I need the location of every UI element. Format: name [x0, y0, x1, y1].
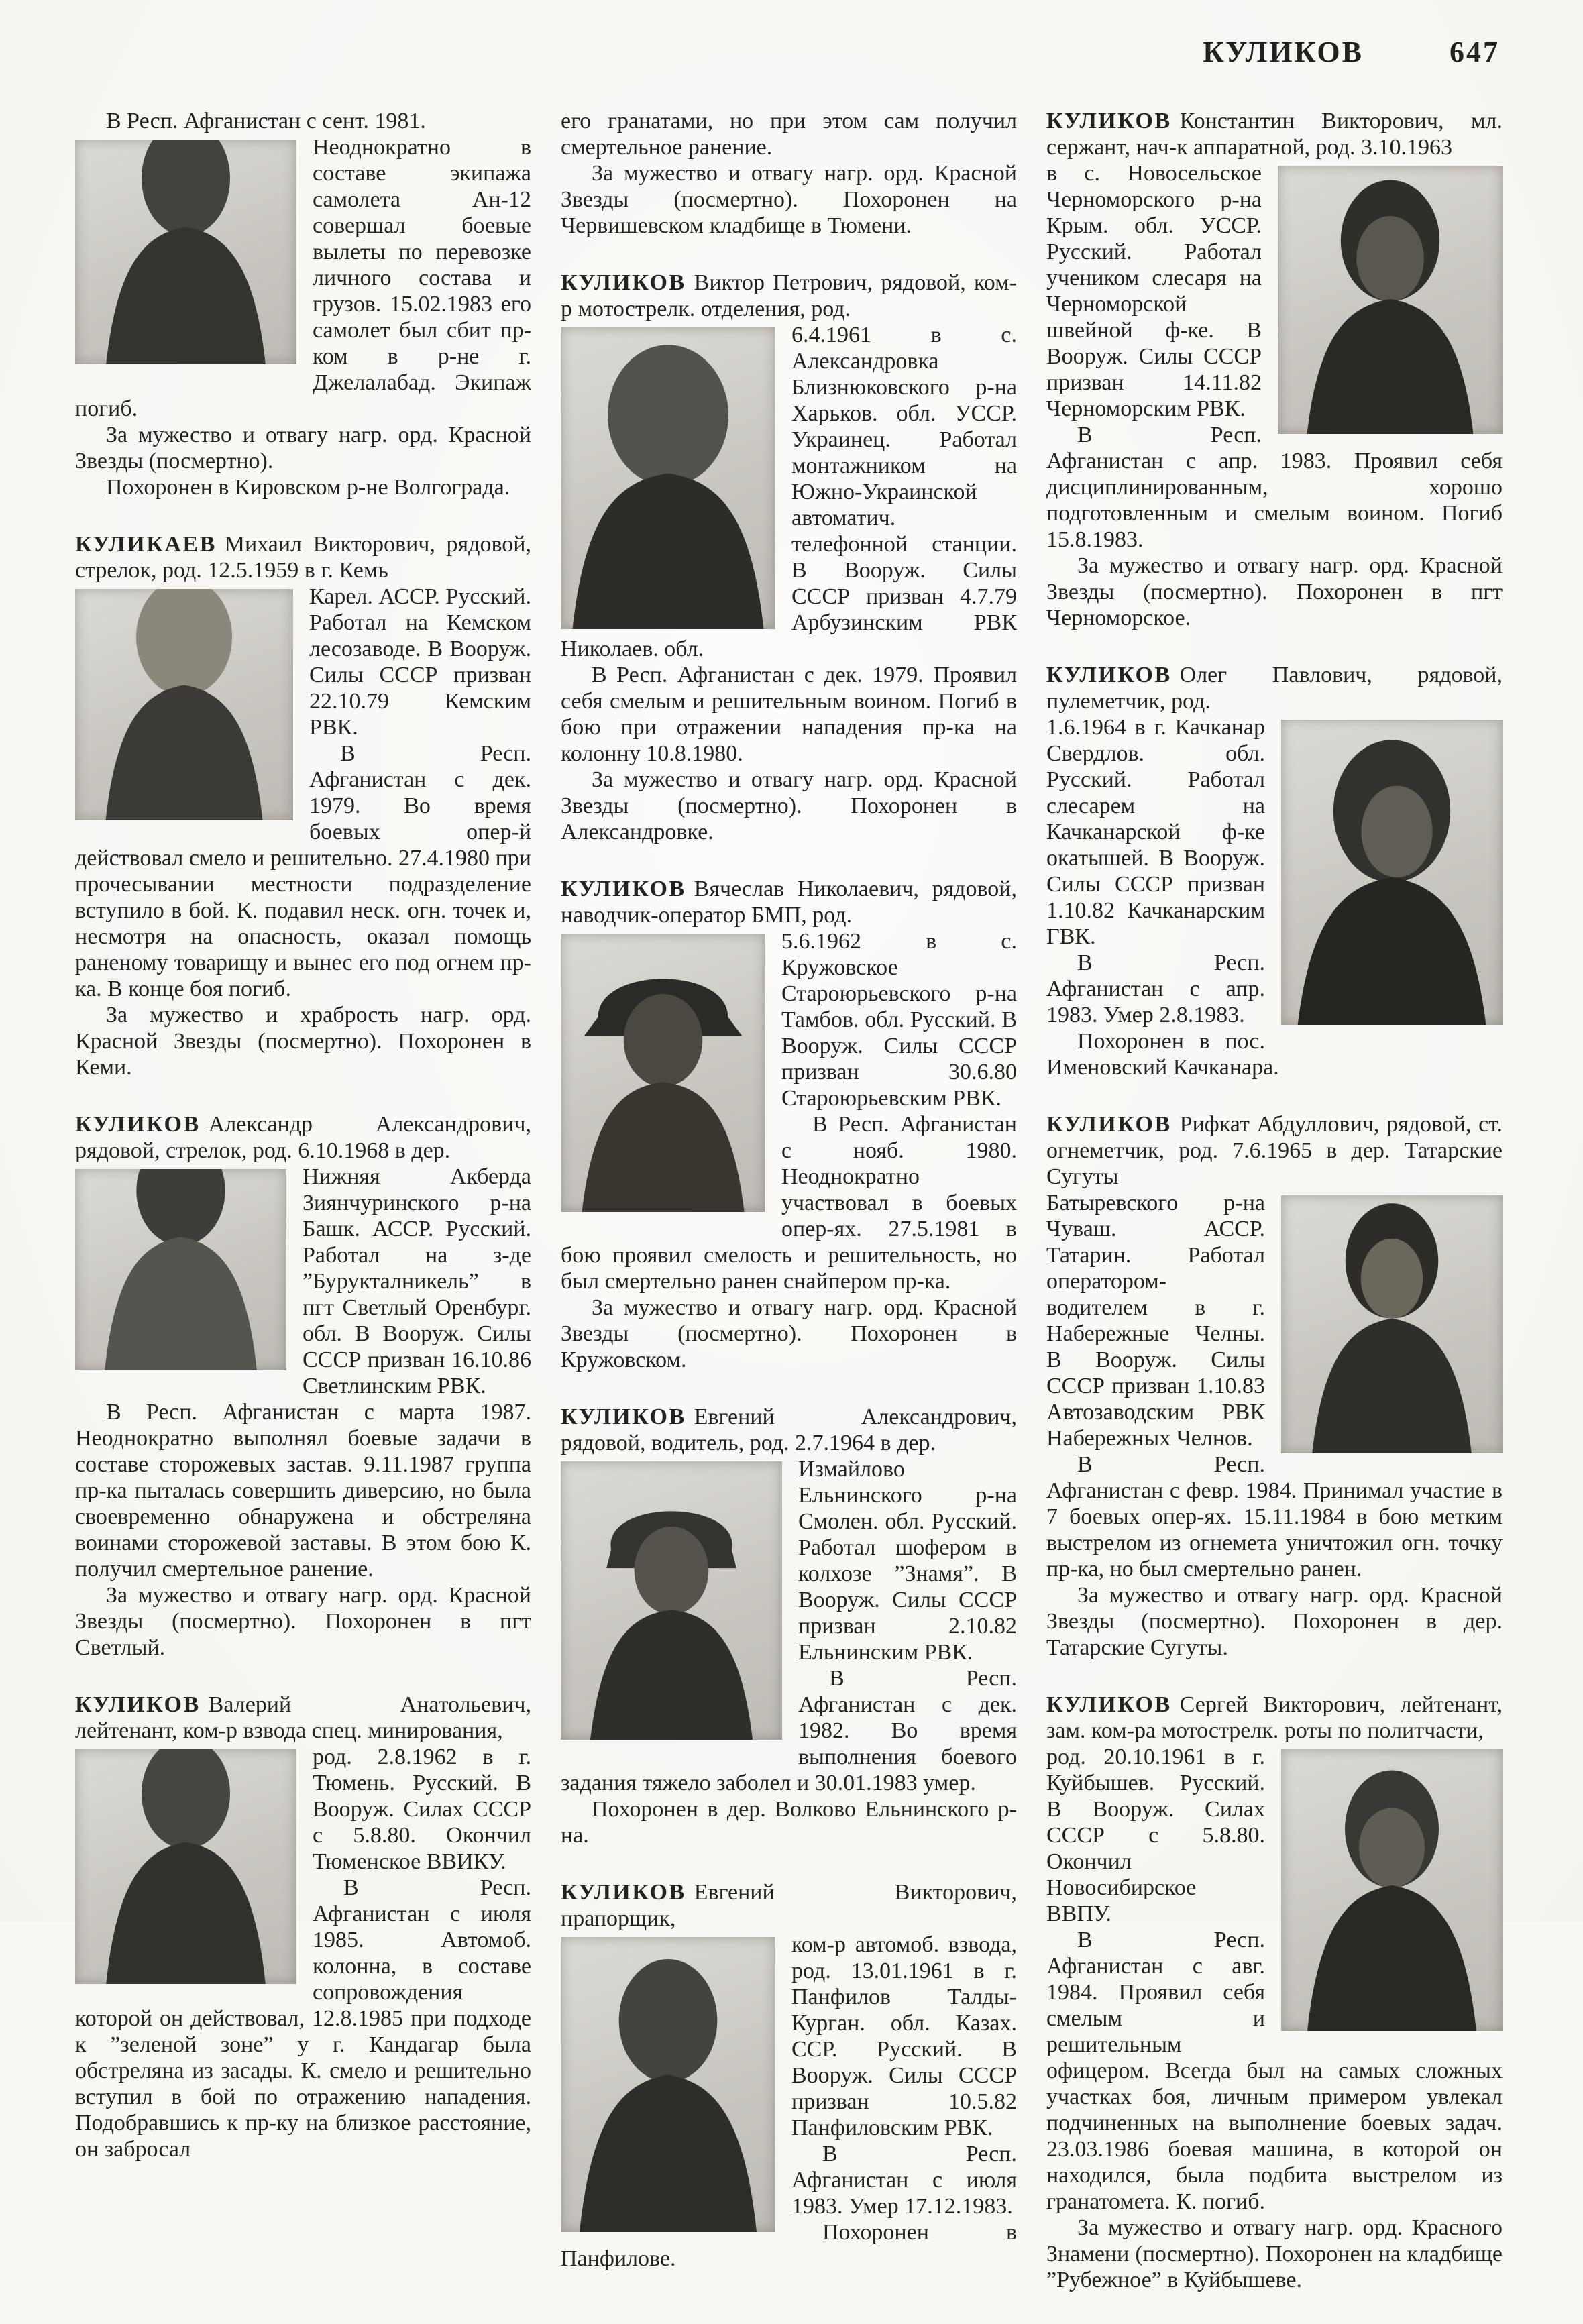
- memorial-entry: [561, 1404, 1017, 1848]
- portrait-photo: [75, 1169, 286, 1370]
- entry-lead: [75, 1692, 531, 1744]
- person-silhouette-icon: [75, 1749, 296, 1984]
- entry-paragraph: В Респ. Афганистан с дек. 1979. Проявил себя смелым и решительным воином. Погиб в бою при отражении нападения пр-ка на колонну 10.8.1980.: [561, 663, 1017, 766]
- memorial-entry: [75, 108, 531, 500]
- portrait-photo: [75, 1749, 296, 1984]
- entry-paragraph: Измайлово Ельнинского р-на Смолен. обл. Русский. Работал шофером в колхозе ”Знамя”. В Вооруж. Силы СССР призван 2.10.82 Ельнинским РВК.: [798, 1457, 1017, 1665]
- person-silhouette-icon: [75, 1169, 286, 1370]
- entry-lead-text: Александр Александрович, рядовой, стрелок, род. 6.10.1968 в дер.: [75, 1112, 531, 1163]
- person-silhouette-icon: [561, 327, 775, 629]
- person-silhouette-icon: [1281, 720, 1503, 1025]
- entry-surname: КУЛИКОВ: [561, 877, 686, 901]
- page-number: 647: [1450, 36, 1500, 68]
- entry-paragraph: Неоднократно в составе экипажа самолета Ан-12 совершал боевые вылеты по перевозке личного состава и грузов. 15.02.1983 его самолет был сбит пр-ком в р-не г. Джелалабад. Экипаж погиб.: [75, 135, 531, 421]
- entry-surname: КУЛИКОВ: [1046, 1112, 1172, 1137]
- entry-lead: [561, 1404, 1017, 1456]
- memorial-entry: [1046, 662, 1503, 1081]
- entry-paragraph: В Респ. Афганистан с дек. 1979. Во время боевых опер-й действовал смело и решительно. 27.4.1980 при прочесывании местности подразделение вступило в бой. К. подавил неск. огн. точек и, несмотря на опасность, оказал помощь раненому товарищу и вынес его под огнем пр-ка. В конце боя погиб.: [75, 741, 531, 1001]
- entry-surname: КУЛИКОВ: [1046, 663, 1172, 687]
- entry-paragraph: Карел. АССР. Русский. Работал на Кемском лесозаводе. В Вооруж. Силы СССР призван 22.10.79 Кемским РВК.: [309, 584, 531, 740]
- entry-paragraph: В Респ. Афганистан с июля 1985. Автомоб. колонна, в составе сопровождения которой он действовал, 12.8.1985 при подходе к ”зеленой зоне” у г. Кандагар была обстреляна из засады. К. смело и решительно вступил в бой по отражению нападения. Подобравшись к пр-ку на близкое расстояние, он забросал: [75, 1875, 531, 2162]
- memorial-entry: [75, 1692, 531, 2162]
- entry-lead: [561, 270, 1017, 322]
- entry-surname: КУЛИКОВ: [1046, 109, 1172, 133]
- memorial-entry: [561, 270, 1017, 845]
- entry-paragraph: Нижняя Акберда Зиянчуринского р-на Башк. АССР. Русский. Работал на з-де ”Бурукталникель” в пгт Светлый Оренбург. обл. В Вооруж. Силы СССР призван 16.10.86 Светлинским РВК.: [303, 1164, 531, 1398]
- entry-lead: [1046, 108, 1503, 160]
- memorial-entry: [561, 108, 1017, 239]
- entry-lead-text: Рифкат Абдуллович, рядовой, ст. огнеметчик, род. 7.6.1965 в дер. Татарские Сугуты: [1046, 1112, 1503, 1189]
- entry-lead-text: Сергей Викторович, лейтенант, зам. ком-ра мотострелк. роты по политчасти,: [1046, 1692, 1503, 1743]
- entry-paragraph: 1.6.1964 в г. Качканар Свердлов. обл. Русский. Работал слесарем на Качканарской ф-ке окатышей. В Вооруж. Силы СССР призван 1.10.82 Качканарским ГВК.: [1046, 715, 1265, 949]
- entry-lead: [1046, 1111, 1503, 1190]
- entry-lead-text: Виктор Петрович, рядовой, ком-р мотострелк. отделения, род.: [561, 270, 1017, 321]
- entry-paragraph: в с. Новосельское Черноморского р-на Крым. обл. УССР. Русский. Работал учеником слесаря на Черноморской швейной ф-ке. В Вооруж. Силы СССР призван 14.11.82 Черноморским РВК.: [1046, 161, 1262, 421]
- memorial-entry: [1046, 1692, 1503, 2293]
- portrait-photo: [1281, 1749, 1503, 2031]
- entry-paragraph: За мужество и храбрость нагр. орд. Красной Звезды (посмертно). Похоронен в Кеми.: [75, 1003, 531, 1080]
- memorial-entry: [1046, 1111, 1503, 1661]
- entry-lead: [1046, 1692, 1503, 1744]
- entry-paragraph: В Респ. Афганистан с февр. 1984. Принимал участие в 7 боевых опер-ях. 15.11.1984 в бою метким выстрелом из огнемета уничтожил огн. точку пр-ка, но был смертельно ранен.: [1046, 1452, 1503, 1582]
- portrait-photo: [1278, 166, 1503, 434]
- entry-paragraph: В Респ. Афганистан с дек. 1982. Во время выполнения боевого задания тяжело заболел и 30.01.1983 умер.: [561, 1666, 1017, 1795]
- portrait-photo: [561, 1937, 775, 2232]
- column-1: [75, 108, 531, 2324]
- entry-paragraph: В Респ. Афганистан с марта 1987. Неоднократно выполнял боевые задачи в составе сторожевых застав. 9.11.1987 группа пр-ка пыталась совершить диверсию, но была своевременно обнаружена и обстреляна воинами сторожевой заставы. В этом бою К. получил смертельное ранение.: [75, 1400, 531, 1582]
- person-silhouette-icon: [1281, 1749, 1503, 2031]
- entry-lead: [561, 876, 1017, 928]
- entry-paragraph: род. 2.8.1962 в г. Тюмень. Русский. В Вооруж. Силах СССР с 5.8.80. Окончил Тюменское ВВИКУ.: [313, 1745, 531, 1874]
- portrait-photo: [1281, 720, 1503, 1025]
- entry-paragraph: В Респ. Афганистан с апр. 1983. Проявил себя дисциплинированным, хорошо подготовленным и смелым воином. Погиб 15.8.1983.: [1046, 423, 1503, 552]
- entry-lead-text: Михаил Викторович, рядовой, стрелок, род. 12.5.1959 в г. Кемь: [75, 532, 531, 583]
- entry-surname: КУЛИКОВ: [561, 1880, 686, 1905]
- entry-paragraph: В Респ. Афганистан с авг. 1984. Проявил себя смелым и решительным офицером. Всегда был на самых сложных участках боя, личным примером увлекал подчиненных на выполнение боевых задач. 23.03.1986 боевая машина, в которой он находился, была подбита выстрелом из гранатомета. К. погиб.: [1046, 1928, 1503, 2214]
- entry-surname: КУЛИКОВ: [75, 1692, 201, 1717]
- portrait-photo: [561, 934, 765, 1212]
- portrait-photo: [1281, 1195, 1503, 1453]
- person-silhouette-icon: [1281, 1195, 1503, 1453]
- running-head: КУЛИКОВ: [1203, 36, 1364, 68]
- entry-lead: [561, 1879, 1017, 1932]
- portrait-photo: [75, 140, 296, 364]
- entry-paragraph: Похоронен в Кировском р-не Волгограда.: [106, 475, 510, 500]
- page-header: [75, 35, 1504, 69]
- entry-lead-text: Константин Викторович, мл. сержант, нач-к аппаратной, род. 3.10.1963: [1046, 109, 1503, 160]
- person-silhouette-icon: [561, 934, 765, 1212]
- entry-paragraph: 5.6.1962 в с. Кружовское Староюрьевского р-на Тамбов. обл. Русский. В Вооруж. Силы СССР призван 30.6.80 Староюрьевским РВК.: [781, 929, 1017, 1111]
- text-columns: [75, 108, 1504, 2324]
- entry-lead-text: Валерий Анатольевич, лейтенант, ком-р взвода спец. минирования,: [75, 1692, 531, 1743]
- entry-surname: КУЛИКОВ: [561, 1404, 686, 1429]
- person-silhouette-icon: [1278, 166, 1503, 434]
- column-2: [561, 108, 1017, 2324]
- entry-lead: [75, 531, 531, 584]
- entry-lead-text: Олег Павлович, рядовой, пулеметчик, род.: [1046, 663, 1503, 714]
- entry-paragraph: За мужество и отвагу нагр. орд. Красной Звезды (посмертно). Похоронен в Александровке.: [561, 767, 1017, 844]
- entry-lead: [1046, 662, 1503, 714]
- entry-paragraph: род. 20.10.1961 в г. Куйбышев. Русский. В Вооруж. Силах СССР с 5.8.80. Окончил Новосибирское ВВПУ.: [1046, 1745, 1265, 1926]
- person-silhouette-icon: [75, 140, 296, 364]
- entry-surname: КУЛИКОВ: [75, 1112, 201, 1137]
- entry-paragraph: За мужество и отвагу нагр. орд. Красной Звезды (посмертно). Похоронен в пгт Черноморское.: [1046, 553, 1503, 630]
- entry-lead: [75, 1111, 531, 1164]
- portrait-photo: [561, 1461, 782, 1740]
- entry-lead-text: Евгений Александрович, рядовой, водитель, род. 2.7.1964 в дер.: [561, 1404, 1017, 1455]
- memorial-entry: [561, 1879, 1017, 2272]
- entry-paragraph: 6.4.1961 в с. Александровка Близнюковского р-на Харьков. обл. УССР. Украинец. Работал монтажником на Южно-Украинской автоматич. телефонной станции. В Вооруж. Силы СССР призван 4.7.79 Арбузинским РВК Николаев. обл.: [561, 323, 1017, 661]
- person-silhouette-icon: [75, 589, 293, 820]
- entry-lead-text: Вячеслав Николаевич, рядовой, наводчик-оператор БМП, род.: [561, 877, 1017, 928]
- portrait-photo: [75, 589, 293, 820]
- entry-lead: его гранатами, но при этом сам получил смертельное ранение.: [561, 109, 1017, 160]
- entry-surname: КУЛИКОВ: [561, 270, 686, 295]
- memorial-entry: [75, 1111, 531, 1661]
- memorial-entry: [1046, 108, 1503, 631]
- entry-lead-text: Евгений Викторович, прапорщик,: [561, 1880, 1017, 1931]
- portrait-photo: [561, 327, 775, 629]
- entry-paragraph: Похоронен в дер. Волково Ельнинского р-на.: [561, 1797, 1017, 1848]
- entry-paragraph: Похоронен в пос. Именовский Качканара.: [1046, 1029, 1279, 1080]
- entry-lead: В Респ. Афганистан с сент. 1981.: [106, 109, 426, 133]
- memorial-entry: [561, 876, 1017, 1373]
- entry-paragraph: За мужество и отвагу нагр. орд. Красной Звезды (посмертно). Похоронен в пгт Светлый.: [75, 1583, 531, 1660]
- entry-paragraph: Батыревского р-на Чуваш. АССР. Татарин. Работал оператором-водителем в г. Набережные Челны. В Вооруж. Силы СССР призван 1.10.83 Автозаводским РВК Набережных Челнов.: [1046, 1191, 1265, 1451]
- entry-paragraph: За мужество и отвагу нагр. орд. Красной Звезды (посмертно). Похоронен в Кружовском.: [561, 1295, 1017, 1372]
- memorial-entry: [75, 531, 531, 1081]
- entry-paragraph: За мужество и отвагу нагр. орд. Красной Звезды (посмертно). Похоронен в дер. Татарские Сугуты.: [1046, 1583, 1503, 1660]
- entry-paragraph: В Респ. Афганистан с июля 1983. Умер 17.12.1983.: [791, 2142, 1017, 2219]
- column-3: [1046, 108, 1503, 2324]
- entry-surname: КУЛИКАЕВ: [75, 532, 217, 557]
- entry-paragraph: За мужество и отвагу нагр. орд. Красного Знамени (посмертно). Похоронен на кладбище ”Рубежное” в Куйбышеве.: [1046, 2215, 1503, 2292]
- entry-paragraph: За мужество и отвагу нагр. орд. Красной Звезды (посмертно).: [75, 423, 531, 474]
- entry-surname: КУЛИКОВ: [1046, 1692, 1172, 1717]
- entry-paragraph: За мужество и отвагу нагр. орд. Красной Звезды (посмертно). Похоронен на Червишевском кладбище в Тюмени.: [561, 161, 1017, 238]
- entry-paragraph: В Респ. Афганистан с апр. 1983. Умер 2.8.1983.: [1046, 950, 1265, 1028]
- entry-paragraph: ком-р автомоб. взвода, род. 13.01.1961 в г. Панфилов Талды-Курган. обл. Казах. ССР. Русский. В Вооруж. Силы СССР призван 10.5.82 Панфиловским РВК.: [791, 1932, 1017, 2140]
- person-silhouette-icon: [561, 1461, 782, 1740]
- entry-paragraph: В Респ. Афганистан с нояб. 1980. Неоднократно участвовал в боевых опер-ях. 27.5.1981 в бою проявил смелость и решительность, но был смертельно ранен снайпером пр-ка.: [561, 1112, 1017, 1294]
- person-silhouette-icon: [561, 1937, 775, 2232]
- entry-paragraph: Похоронен в Панфилове.: [561, 2220, 1017, 2271]
